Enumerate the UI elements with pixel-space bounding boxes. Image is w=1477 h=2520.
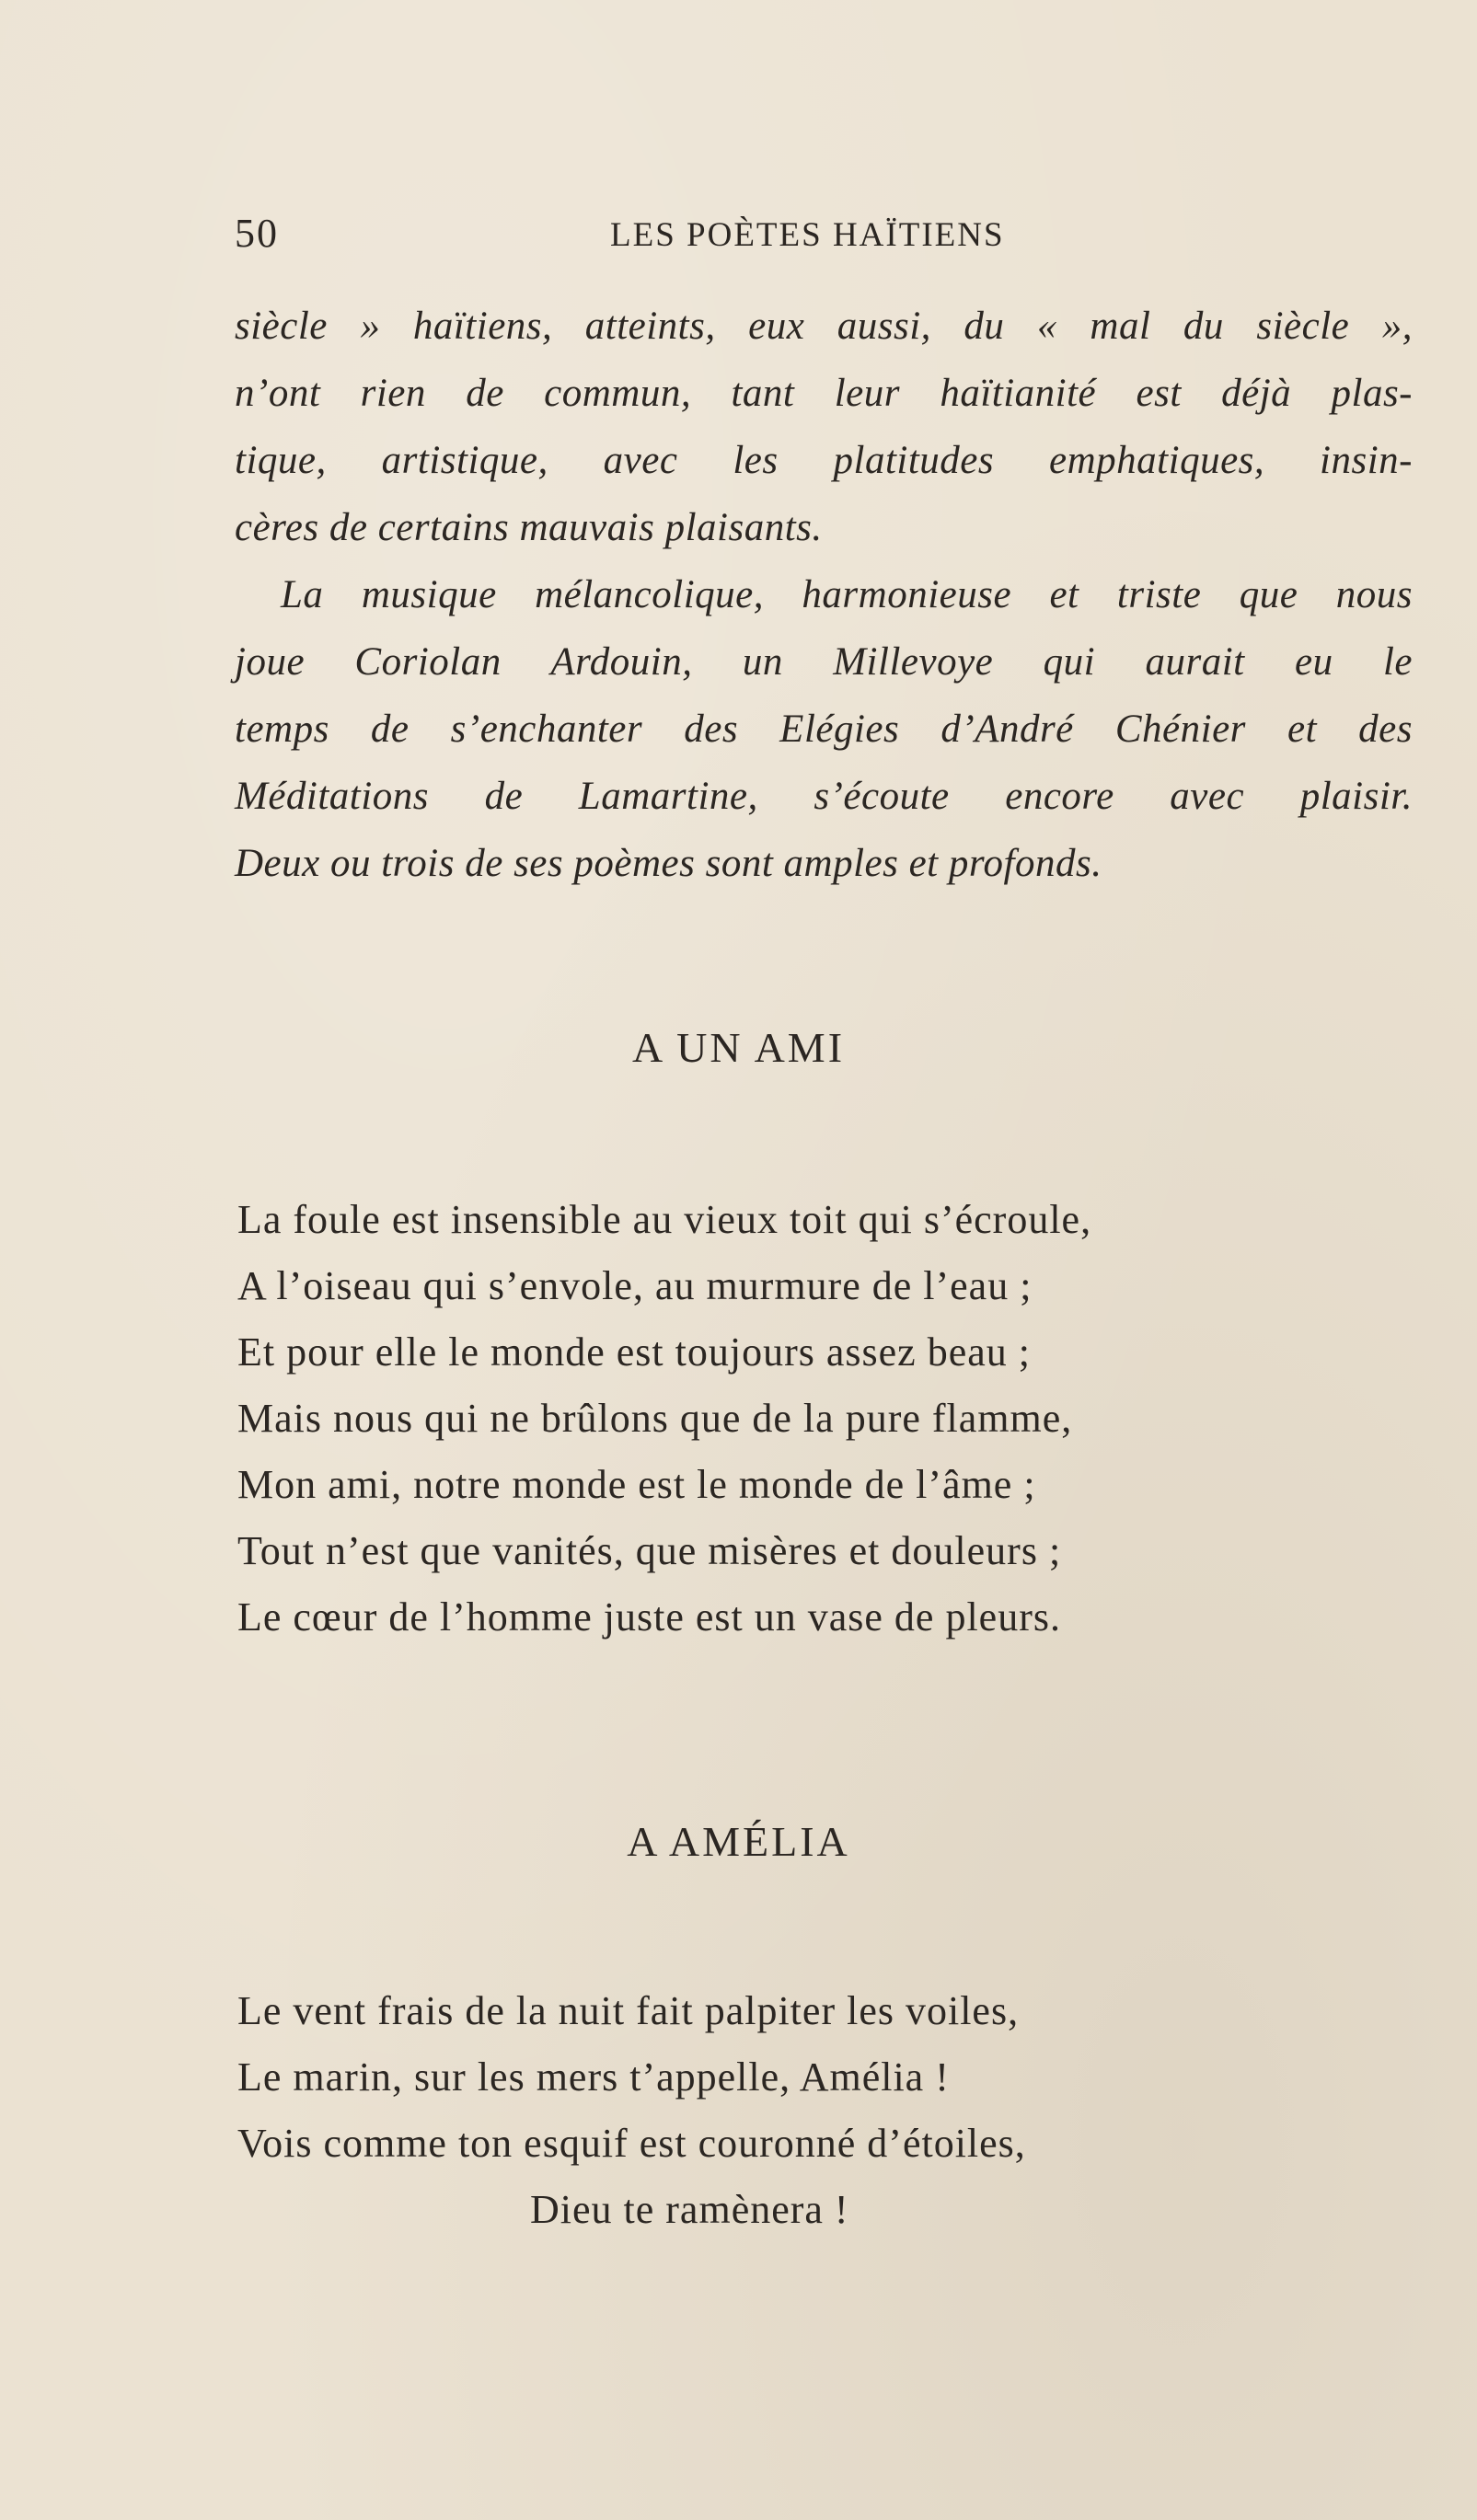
- prose-line: La musique mélancolique, harmonieuse et triste que nous: [281, 573, 1413, 616]
- verse-line: A l’oiseau qui s’envole, au murmure de l’eau ;: [237, 1263, 1033, 1308]
- prose-line: Deux ou trois de ses poèmes sont amples et profonds.: [235, 842, 1102, 885]
- poem-title: A UN AMI: [631, 1024, 846, 1071]
- verse-line: Tout n’est que vanités, que misères et douleurs ;: [237, 1528, 1062, 1573]
- prose-line: Méditations de Lamartine, s’écoute encore avec plaisir.: [235, 775, 1413, 818]
- prose-line: n’ont rien de commun, tant leur haïtianité est déjà plas-: [235, 372, 1413, 415]
- verse-line: Et pour elle le monde est toujours assez beau ;: [237, 1329, 1031, 1375]
- page-header: [235, 210, 1413, 265]
- running-title: LES POÈTES HAÏTIENS: [610, 216, 1005, 254]
- prose-line: temps de s’enchanter des Elégies d’André Chénier et des: [235, 708, 1413, 751]
- page-number: 50: [235, 211, 279, 256]
- poem-verse: [237, 1187, 1434, 1651]
- verse-line: Mais nous qui ne brûlons que de la pure flamme,: [237, 1396, 1073, 1441]
- verse-line: Mon ami, notre monde est le monde de l’âme ;: [237, 1462, 1036, 1507]
- prose-line: tique, artistique, avec les platitudes emphatiques, insin-: [235, 439, 1413, 482]
- verse-line: La foule est insensible au vieux toit qui s’écroule,: [237, 1197, 1092, 1242]
- verse-line: Le cœur de l’homme juste est un vase de pleurs.: [237, 1594, 1061, 1640]
- prose-line: cères de certains mauvais plaisants.: [235, 506, 823, 549]
- verse-line: Dieu te ramènera !: [530, 2187, 849, 2232]
- poem-verse: [237, 1978, 1434, 2243]
- prose-line: siècle » haïtiens, atteints, eux aussi, du « mal du siècle »,: [235, 305, 1413, 348]
- verse-line: Le vent frais de la nuit fait palpiter les voiles,: [237, 1988, 1020, 2033]
- poem-title: A AMÉLIA: [627, 1818, 850, 1865]
- prose-line: joue Coriolan Ardouin, un Millevoye qui aurait eu le: [235, 640, 1413, 684]
- verse-line: Le marin, sur les mers t’appelle, Amélia !: [237, 2054, 950, 2100]
- verse-line: Vois comme ton esquif est couronné d’étoiles,: [237, 2121, 1026, 2166]
- prose-block: [235, 293, 1413, 897]
